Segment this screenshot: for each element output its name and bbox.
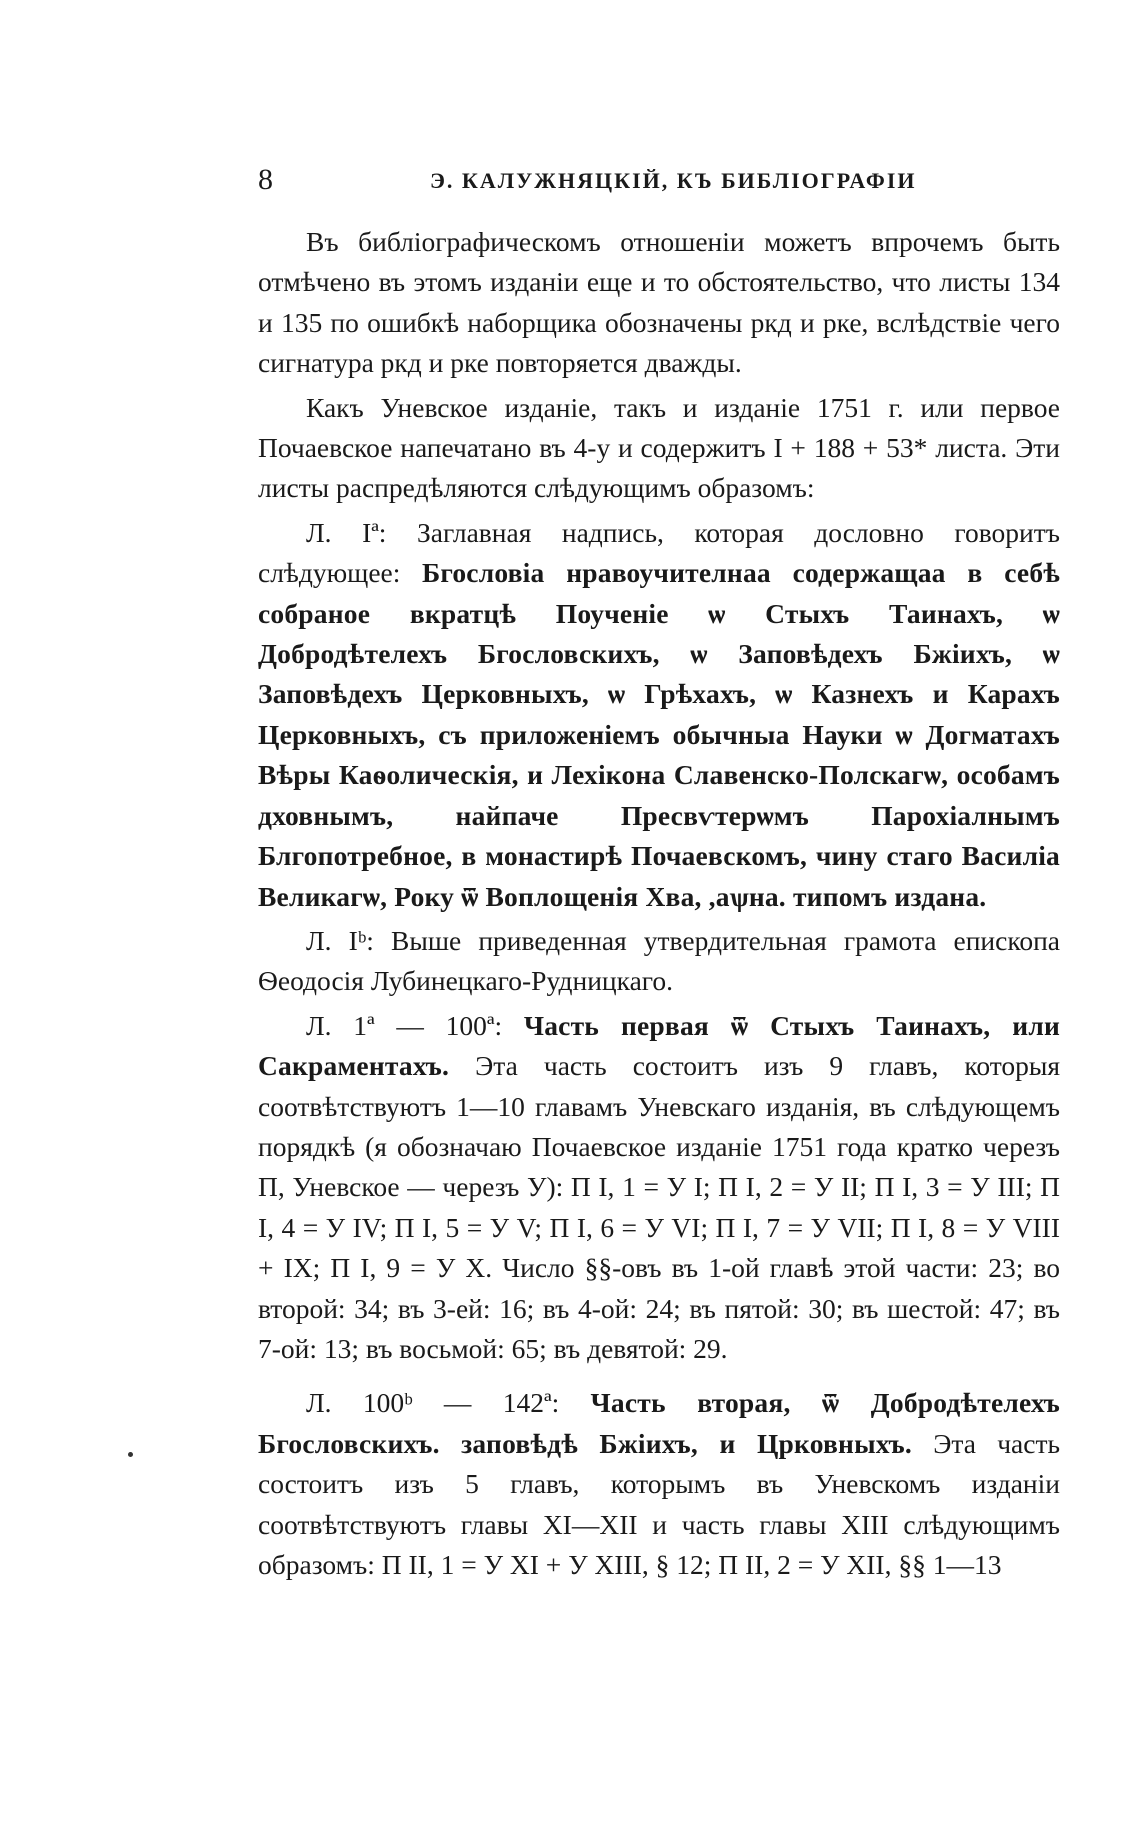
paragraph [258,513,1060,917]
text-segment: Въ библіографическомъ отношеніи можетъ впрочемъ быть отмѣчено въ этомъ изданіи еще и то обстоятельство, что листы 134 и 135 по ошибкѣ наборщика обозначены ркд и рке, вслѣдствіе чего сигнатура ркд и рке повторяется дважды. [258,226,1060,379]
text-segment: Л. 1ª — 100ª: [306,1009,524,1041]
paragraph [258,1383,1060,1585]
text-segment: Л. Iᵇ: Выше приведенная утвердительная грамота епископа Ѳеодосія Лубинецкаго-Рудницкаго. [258,924,1060,997]
paragraph [258,222,1060,384]
text-segment: Эта часть состоитъ изъ 5 главъ, которымъ въ Уневскомъ изданіи соотвѣтствуютъ главы XI—XII и часть главы XIII слѣдующимъ образомъ: П II, 1 = У XI + У XIII, § 12; П II, 2 = У XII, §§ 1—13 [258,1427,1061,1580]
paragraph [258,388,1060,509]
paragraph [258,921,1060,1002]
text-segment: Какъ Уневское изданіе, такъ и изданіе 1751 г. или первое Почаевское напечатано въ 4-у и содержитъ I + 188 + 53* листа. Эти листы распредѣляются слѣдующимъ образомъ: [258,391,1060,504]
church-slavonic-title: Бгословіа нравоучителнаа содержащаа в себѣ собраное вкратцѣ Поученіе ѡ Стыхъ Таинахъ, ѡ Добродѣтелехъ Бгословскихъ, ѡ Заповѣдехъ Бжіихъ, ѡ Заповѣдехъ Церковныхъ, ѡ Грѣхахъ, ѡ Казнехъ и Карахъ Церковныхъ, съ приложеніемъ обычныа Науки ѡ Догматахъ Вѣры Каѳолическія, и Лехікона Славенско-Полскагѡ, особамъ дховнымъ, найпаче Пресвѵтерѡмъ Парохіалнымъ Блгопотребное, в монастирѣ Почаевскомъ, чину стаго Василіа Великагѡ, Року ѿ Воплощенія Хва, ,аѱна. типомъ издана. [258,557,1060,912]
running-head: Э. КАЛУЖНЯЦКІЙ, КЪ БИБЛІОГРАФІИ [430,168,917,193]
page-header [258,160,1078,204]
page-number: 8 [258,163,273,196]
margin-mark [128,1452,133,1457]
church-slavonic-heading: Часть первая ѿ Стыхъ Таинахъ, или Сакраментахъ. [258,1009,1060,1082]
paragraph [258,1006,1060,1370]
text-segment: Л. 100ᵇ — 142ª: [306,1387,591,1419]
text-segment: Л. Iª: Заглавная надпись, которая дословно говоритъ слѣдующее: [258,516,1060,589]
text-segment: Эта часть состоитъ изъ 9 главъ, которыя соотвѣтствуютъ 1—10 главамъ Уневскаго изданія, въ слѣдующемъ порядкѣ (я обозначаю Почаевское изданіе 1751 года кратко черезъ П, Уневское — черезъ У): П I, 1 = У I; П I, 2 = У II; П I, 3 = У III; П I, 4 = У IV; П I, 5 = У V; П I, 6 = У VI; П I, 7 = У VII; П I, 8 = У VIII + IX; П I, 9 = У X. Число §§-овъ въ 1-ой главѣ этой части: 23; во второй: 34; въ 3-ей: 16; въ 4-ой: 24; въ пятой: 30; въ шестой: 47; въ 7-ой: 13; въ восьмой: 65; въ девятой: 29. [258,1050,1060,1364]
church-slavonic-heading: Часть вторая, ѿ Добродѣтелехъ Бгословскихъ. заповѣдѣ Бжіихъ, и Црковныхъ. [258,1387,1060,1459]
body-text [258,222,1060,1585]
